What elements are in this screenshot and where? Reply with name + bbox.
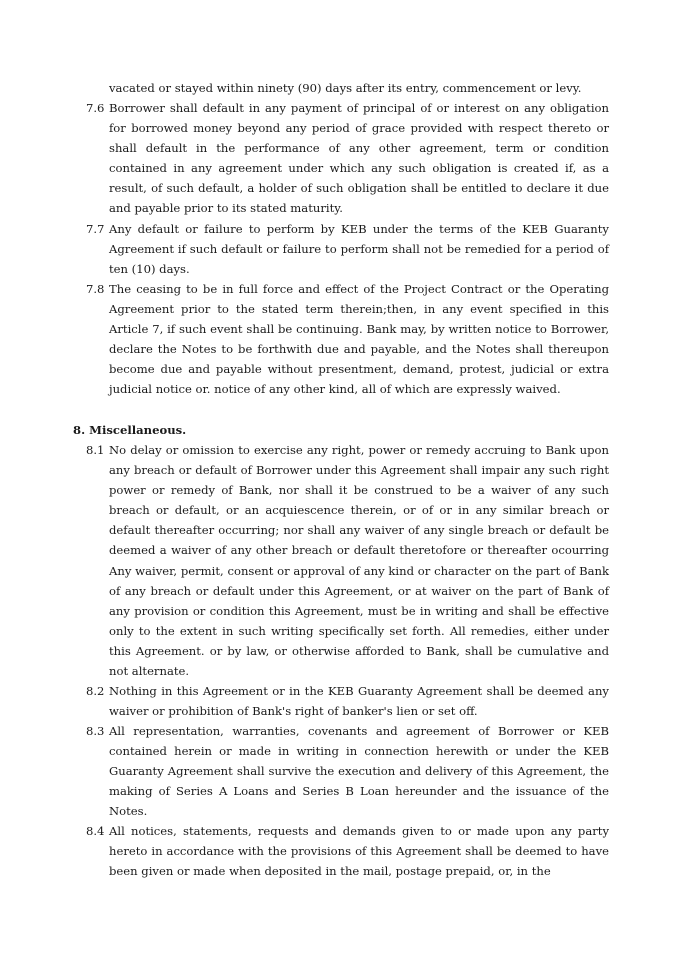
clause-text: Borrower shall default in any payment of principal of or interest on any obligation for borrowed money beyond any period of grace provided with respect thereto or shall default in the performance of any other agreement, term or condition contained in any agreement under which any such obligation is created if, as a result, of such default, a holder of such obligation shall be entitled to declare it due and payable prior to its stated maturity. (109, 101, 609, 216)
clause-number: 7.8 (86, 282, 105, 296)
clause-8-1 (0, 440, 680, 681)
clause-number: 8.2 (86, 684, 105, 698)
clause-number: 8.4 (86, 824, 105, 838)
clause-text: The ceasing to be in full force and effect of the Project Contract or the Operating Agreement prior to the stated term therein;then, in any event specified in this Article 7, if such event shall be continuing. Bank may, by written notice to Borrower, declare the Notes to be forthwith due and payable, and the Notes shall thereupon become due and payable without presentment, demand, protest, judicial or extra judicial notice or. notice of any other kind, all of which are expressly waived. (109, 282, 609, 397)
clause-7-8 (0, 279, 680, 400)
clause-text: All notices, statements, requests and demands given to or made upon any party hereto in accordance with the provisions of this Agreement shall be deemed to have been given or made when deposited in the mail, postage prepaid, or, in the (109, 824, 609, 879)
clause-number: 7.6 (86, 101, 105, 115)
clause-number: 7.7 (86, 222, 105, 236)
clause-7-7 (0, 219, 680, 279)
clause-text: Any default or failure to perform by KEB under the terms of the KEB Guaranty Agreement if such default or failure to perform shall not be remedied for a period of ten (10) days. (109, 222, 609, 277)
clause-number: 8.3 (86, 724, 105, 738)
clause-text: No delay or omission to exercise any right, power or remedy accruing to Bank upon any breach or default of Borrower under this Agreement shall impair any such right power or remedy of Bank, nor shall it be construed to be a waiver of any such breach or default, or an acquiescence therein, or of or in any similar breach or default thereafter occurring; nor shall any waiver of any single breach or default be deemed a waiver of any other breach or default theretofore or thereafter ocourring Any waiver, permit, consent or approval of any kind or character on the part of Bank of any breach or default under this Agreement, or at waiver on the part of Bank of any provision or condition this Agreement, must be in writing and shall be effective only to the extent in such writing specifically set forth. All remedies, either under this Agreement. or by law, or otherwise afforded to Bank, shall be cumulative and not alternate. (109, 443, 609, 679)
section-heading: 8. Miscellaneous. (73, 423, 187, 437)
clause-text: All representation, warranties, covenants and agreement of Borrower or KEB contained herein or made in writing in connection herewith or under the KEB Guaranty Agreement shall survive the execution and delivery of this Agreement, the making of Series A Loans and Series B Loan hereunder and the issuance of the Notes. (109, 724, 609, 819)
clause-text: Nothing in this Agreement or in the KEB Guaranty Agreement shall be deemed any waiver or prohibition of Bank's right of banker's lien or set off. (109, 684, 609, 719)
clause-8-2 (0, 681, 680, 721)
continuation-paragraph: vacated or stayed within ninety (90) days after its entry, commencement or levy. (109, 81, 582, 95)
clause-7-6 (0, 98, 680, 219)
clause-8-4 (0, 821, 680, 881)
clause-8-3 (0, 721, 680, 821)
clause-number: 8.1 (86, 443, 105, 457)
